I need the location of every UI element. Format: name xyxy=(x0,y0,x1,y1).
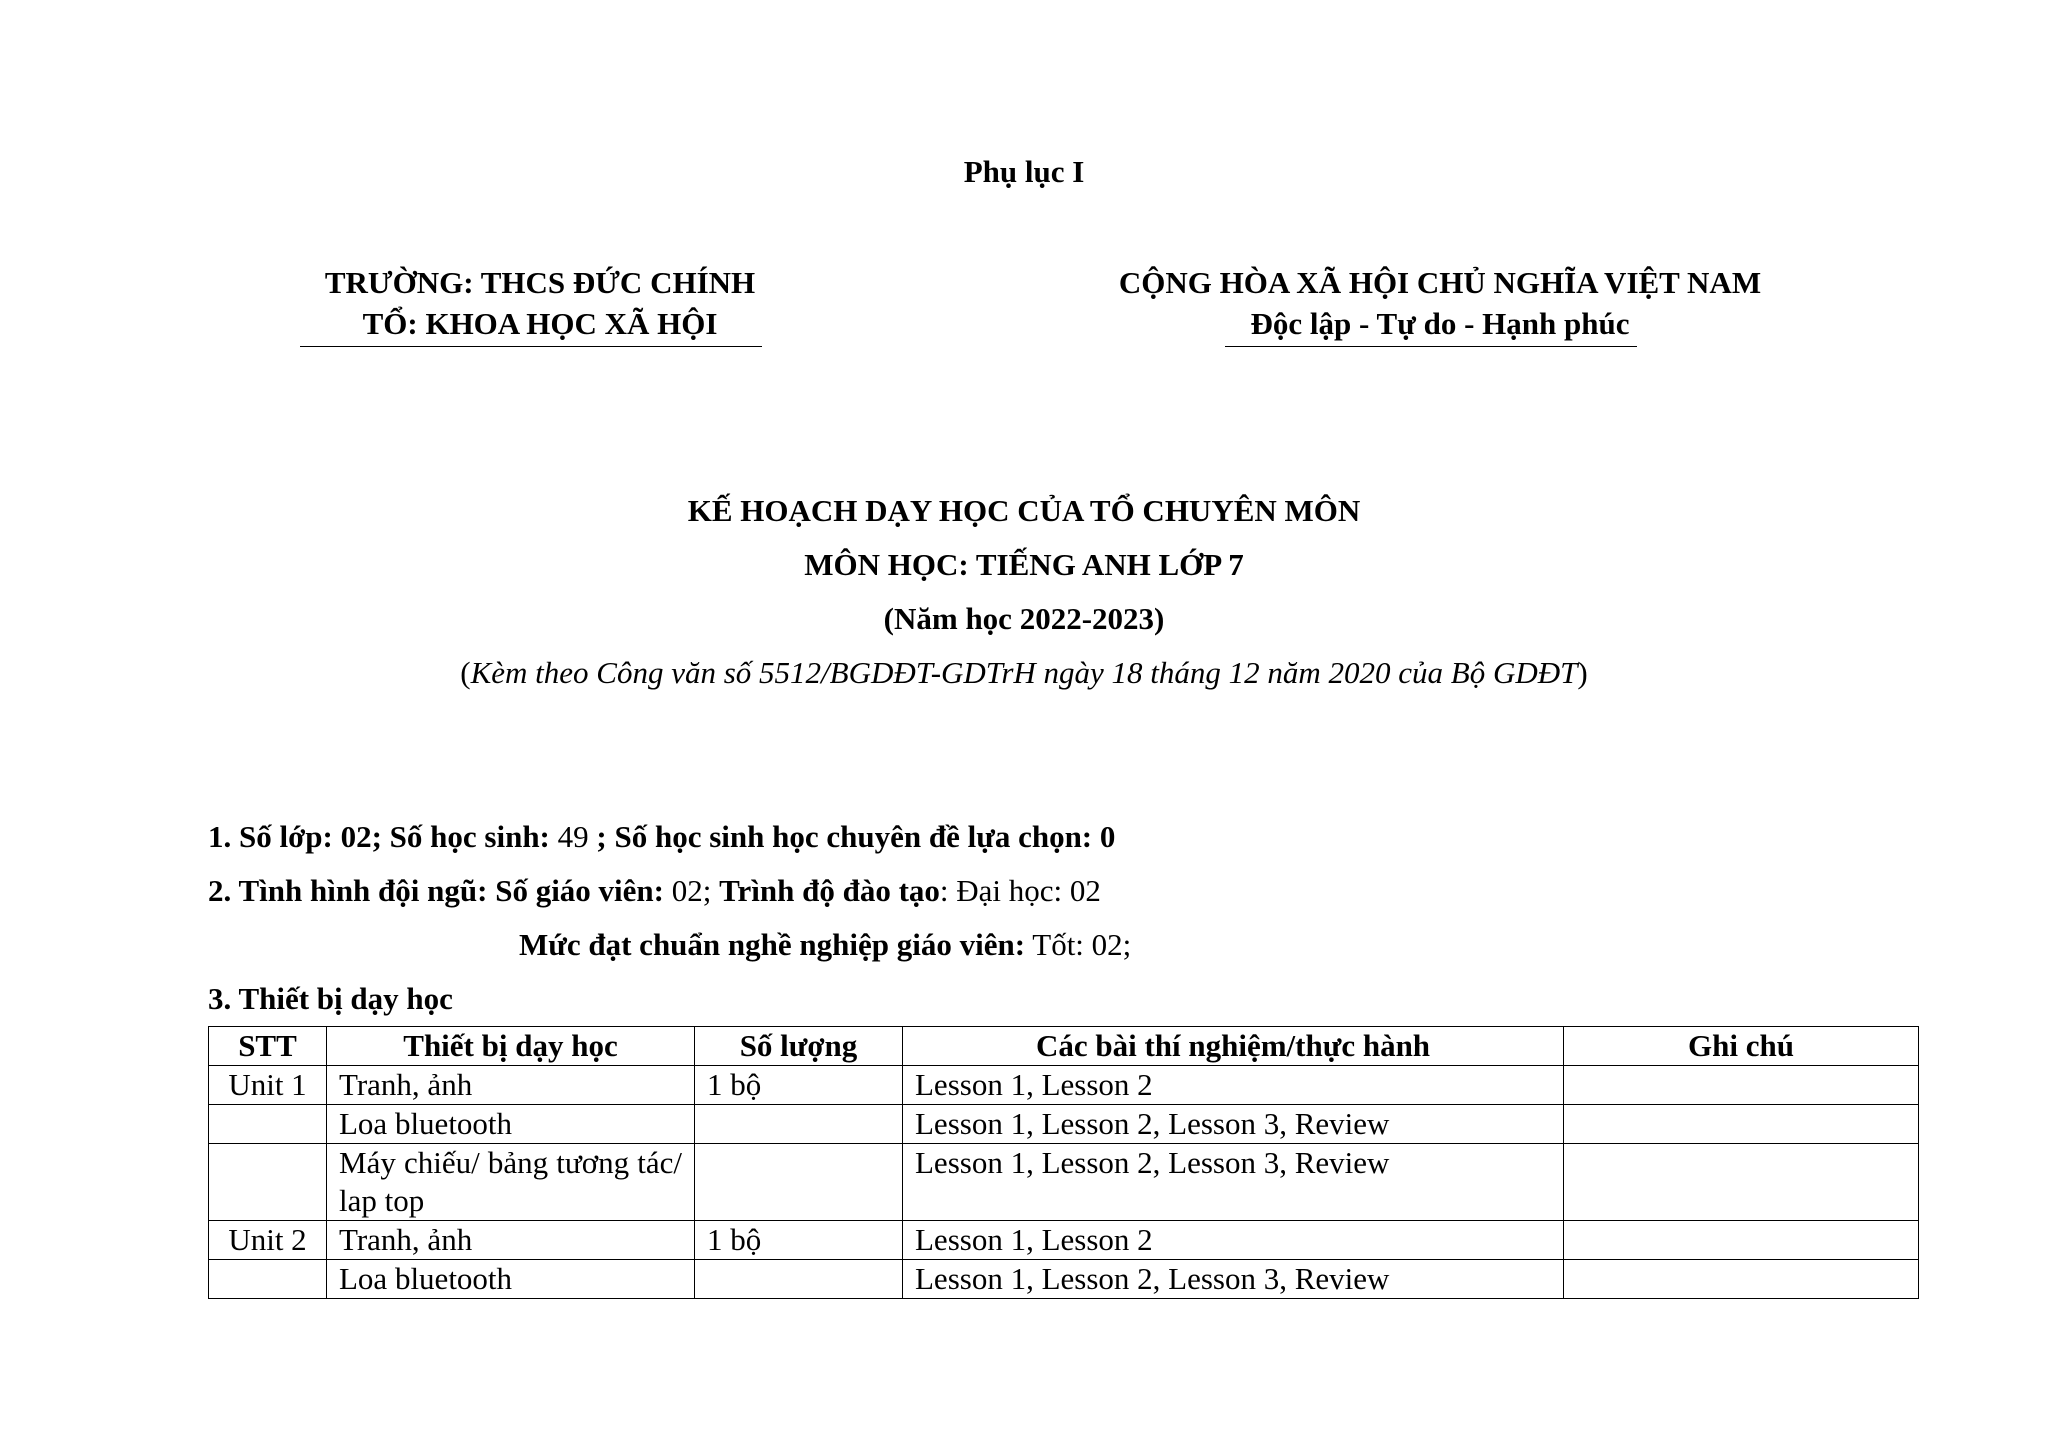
cell-equipment: Loa bluetooth xyxy=(327,1105,695,1144)
info-standard-label: Mức đạt chuẩn nghề nghiệp giáo viên: xyxy=(519,927,1026,962)
cell-stt xyxy=(209,1144,327,1221)
table-row xyxy=(209,1260,1919,1299)
cell-notes xyxy=(1564,1260,1919,1299)
col-header-lessons: Các bài thí nghiệm/thực hành xyxy=(903,1027,1564,1066)
info-equipment-heading xyxy=(208,972,1908,1026)
info-teachers-value: 02; xyxy=(664,873,720,908)
note-open-paren: ( xyxy=(460,655,471,690)
general-info xyxy=(208,810,1908,1026)
note-text: Kèm theo Công văn số 5512/BGDĐT-GDTrH ngày 18 tháng 12 năm 2020 của Bộ GDĐT xyxy=(470,655,1578,690)
cell-quantity xyxy=(695,1260,903,1299)
cell-equipment: Máy chiếu/ bảng tương tác/ lap top xyxy=(327,1144,695,1221)
col-header-stt: STT xyxy=(209,1027,327,1066)
cell-lessons: Lesson 1, Lesson 2 xyxy=(903,1066,1564,1105)
school-header xyxy=(280,262,800,344)
cell-stt xyxy=(209,1260,327,1299)
info-line-standard xyxy=(208,918,1908,972)
info-line-classes xyxy=(208,810,1908,864)
plan-school-year: (Năm học 2022-2023) xyxy=(883,601,1165,636)
country-name: CỘNG HÒA XÃ HỘI CHỦ NGHĨA VIỆT NAM xyxy=(1118,265,1762,300)
appendix-title: Phụ lục I xyxy=(963,154,1085,189)
cell-equipment: Loa bluetooth xyxy=(327,1260,695,1299)
plan-title-block xyxy=(0,484,2048,700)
cell-lessons: Lesson 1, Lesson 2, Lesson 3, Review xyxy=(903,1144,1564,1221)
cell-quantity: 1 bộ xyxy=(695,1066,903,1105)
cell-equipment: Tranh, ảnh xyxy=(327,1066,695,1105)
cell-notes xyxy=(1564,1066,1919,1105)
table-header-row xyxy=(209,1027,1919,1066)
cell-stt: Unit 2 xyxy=(209,1221,327,1260)
col-header-equipment: Thiết bị dạy học xyxy=(327,1027,695,1066)
cell-notes xyxy=(1564,1105,1919,1144)
cell-equipment: Tranh, ảnh xyxy=(327,1221,695,1260)
national-motto: Độc lập - Tự do - Hạnh phúc xyxy=(1250,306,1630,341)
col-header-quantity: Số lượng xyxy=(695,1027,903,1066)
national-header xyxy=(1040,262,1840,344)
cell-lessons: Lesson 1, Lesson 2, Lesson 3, Review xyxy=(903,1260,1564,1299)
plan-reference-note xyxy=(0,646,2048,700)
info-line-staff xyxy=(208,864,1908,918)
table-row xyxy=(209,1144,1919,1221)
table-row xyxy=(209,1105,1919,1144)
equipment-table xyxy=(208,1026,1919,1299)
cell-notes xyxy=(1564,1144,1919,1221)
info-elective-label: ; Số học sinh học chuyên đề lựa chọn: 0 xyxy=(596,819,1116,854)
table-row xyxy=(209,1221,1919,1260)
note-close-paren: ) xyxy=(1577,655,1588,690)
cell-lessons: Lesson 1, Lesson 2 xyxy=(903,1221,1564,1260)
info-teachers-label: 2. Tình hình đội ngũ: Số giáo viên: xyxy=(208,873,664,908)
cell-quantity xyxy=(695,1144,903,1221)
cell-stt xyxy=(209,1105,327,1144)
info-classes-label: 1. Số lớp: 02; Số học sinh: xyxy=(208,819,550,854)
cell-lessons: Lesson 1, Lesson 2, Lesson 3, Review xyxy=(903,1105,1564,1144)
col-header-notes: Ghi chú xyxy=(1564,1027,1919,1066)
info-students-value: 49 xyxy=(549,819,597,854)
plan-subject: MÔN HỌC: TIẾNG ANH LỚP 7 xyxy=(804,547,1244,582)
school-name: TRƯỜNG: THCS ĐỨC CHÍNH xyxy=(324,265,756,300)
info-training-label: Trình độ đào tạo xyxy=(719,873,940,908)
cell-quantity xyxy=(695,1105,903,1144)
department-name: TỔ: KHOA HỌC XÃ HỘI xyxy=(362,306,718,341)
cell-notes xyxy=(1564,1221,1919,1260)
table-row xyxy=(209,1066,1919,1105)
info-standard-value: Tốt: 02; xyxy=(1025,927,1132,962)
cell-quantity: 1 bộ xyxy=(695,1221,903,1260)
info-training-value: : Đại học: 02 xyxy=(939,873,1101,908)
header-right-underline xyxy=(1225,346,1637,347)
header-left-underline xyxy=(300,346,762,347)
plan-title: KẾ HOẠCH DẠY HỌC CỦA TỔ CHUYÊN MÔN xyxy=(687,493,1361,528)
equipment-heading-text: 3. Thiết bị dạy học xyxy=(208,981,453,1016)
cell-stt: Unit 1 xyxy=(209,1066,327,1105)
